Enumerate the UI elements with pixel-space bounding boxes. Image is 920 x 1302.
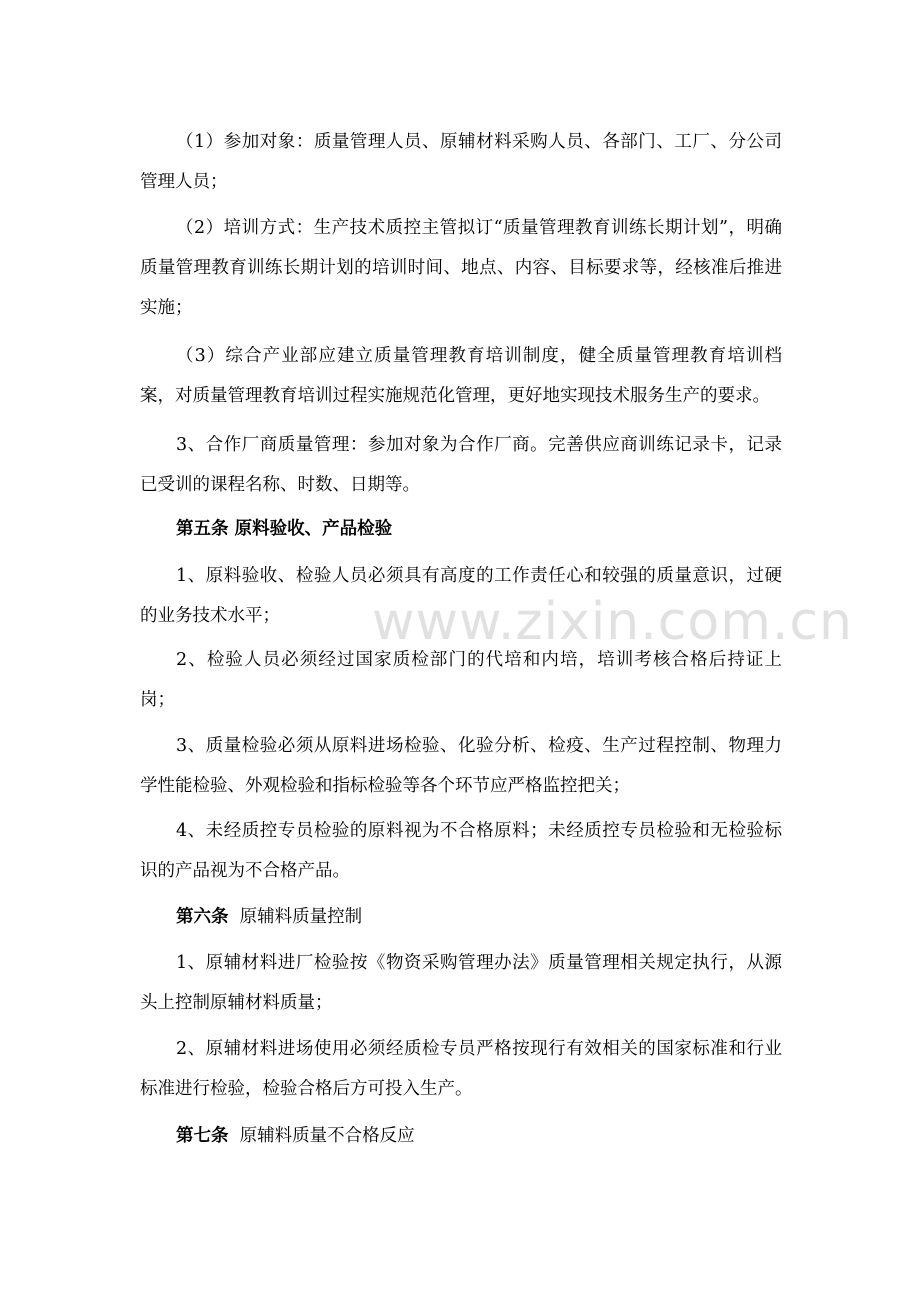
article-7-number: 第七条 [176,1126,229,1146]
paragraph-partner-quality: 3、合作厂商质量管理：参加对象为合作厂商。完善供应商训练记录卡，记录已受训的课程名称、时数、日期等。 [140,435,782,495]
watermark: www.zixin.com.cn [372,592,853,652]
paragraph-article5-item4: 4、未经质控专员检验的原料视为不合格原料；未经质控专员检验和无检验标识的产品视为不合格产品。 [140,821,782,881]
paragraph-article5-item1: 1、原料验收、检验人员必须具有高度的工作责任心和较强的质量意识，过硬的业务技术水平； [140,566,782,626]
paragraph-article5-item2: 2、检验人员必须经过国家质检部门的代培和内培，培训考核合格后持证上岗； [140,650,782,710]
article-6-heading [140,897,782,937]
article-6-title: 原辅料质量控制 [239,907,363,927]
article-5-heading: 第五条 原料验收、产品检验 [176,519,393,539]
paragraph-article6-item1: 1、原辅材料进厂检验按《物资采购管理办法》质量管理相关规定执行，从源头上控制原辅材料质量； [140,953,782,1013]
article-6-number: 第六条 [176,907,229,927]
paragraph-article5-item3: 3、质量检验必须从原料进场检验、化验分析、检疫、生产过程控制、物理力学性能检验、外观检验和指标检验等各个环节应严格监控把关； [140,736,782,796]
article-7-heading [140,1116,782,1156]
paragraph-participants: （1）参加对象：质量管理人员、原辅材料采购人员、各部门、工厂、分公司管理人员； [140,132,782,192]
paragraph-training-method: （2）培训方式：生产技术质控主管拟订“质量管理教育训练长期计划”，明确质量管理教育训练长期计划的培训时间、地点、内容、目标要求等，经核准后推进实施； [140,218,782,318]
article-7-title: 原辅料质量不合格反应 [239,1126,415,1146]
paragraph-article6-item2: 2、原辅材料进场使用必须经质检专员严格按现行有效相关的国家标准和行业标准进行检验，检验合格后方可投入生产。 [140,1039,782,1099]
paragraph-training-system: （3）综合产业部应建立质量管理教育培训制度，健全质量管理教育培训档案，对质量管理教育培训过程实施规范化管理，更好地实现技术服务生产的要求。 [140,346,782,406]
